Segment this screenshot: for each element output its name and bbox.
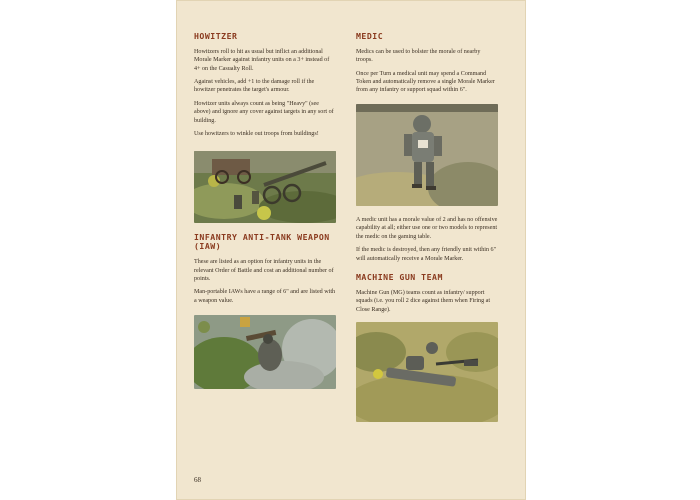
howitzer-paragraph: Against vehicles, add +1 to the damage roll if the howitzer penetrates the target's armour. [194, 79, 315, 94]
right-column [356, 32, 498, 430]
left-column [194, 32, 336, 397]
rulebook-page [176, 0, 526, 500]
howitzer-paragraph: Use howitzers to winkle out troops from buildings! [194, 131, 319, 138]
howitzer-paragraph: Howitzer units always count as being "Heavy" (see above) and ignore any cover against targets in any sort of building. [194, 100, 334, 124]
mg-paragraph: Machine Gun (MG) teams count as infantry/ support squads (i.e. you roll 2 dice against them when Firing at Close Range). [356, 289, 491, 313]
medic-paragraph: If the medic is destroyed, then any friendly unit within 6" will automatically receive a Morale Marker. [356, 247, 497, 262]
iaw-paragraph: These are listed as an option for infantry units in the relevant Order of Battle and cost an additional number of points. [194, 259, 334, 282]
iaw-miniature-photo [194, 315, 336, 389]
iaw-heading: INFANTRY ANTI-TANK WEAPON (IAW) [194, 231, 330, 252]
medic-miniature-photo [356, 104, 498, 206]
medic-paragraph: A medic unit has a morale value of 2 and has no offensive capability at all; either use one or two models to represent the medic on the gaming table. [356, 216, 498, 240]
howitzer-heading: HOWITZER [194, 31, 238, 41]
howitzer-paragraph: Howitzers roll to hit as usual but inflict an additional Morale Marker against infantry units on a 3+ instead of 4+ on the Casualty Roll. [194, 48, 330, 72]
page-number: 68 [194, 476, 201, 484]
mg-heading: MACHINE GUN TEAM [356, 271, 443, 282]
iaw-paragraph: Man-portable IAWs have a range of 6" and are listed with a weapon value. [194, 289, 336, 304]
howitzer-miniature-photo [194, 151, 336, 223]
medic-paragraph: Once per Turn a medical unit may spend a Command Token and automatically remove a single Morale Marker from any infantry or support squad within 6". [356, 70, 495, 94]
medic-heading: MEDIC [356, 31, 384, 41]
medic-paragraph: Medics can be used to bolster the morale of nearby troops. [356, 48, 481, 64]
mg-team-miniature-photo [356, 322, 498, 422]
